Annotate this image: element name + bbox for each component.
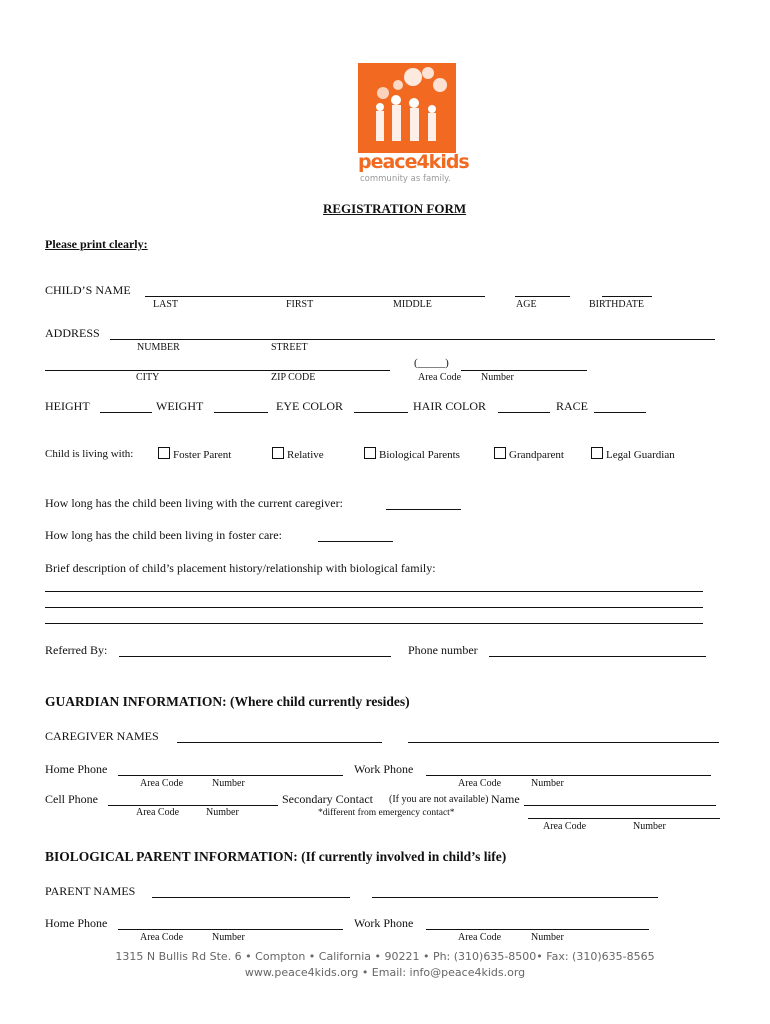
foster-duration-field[interactable] — [318, 541, 393, 542]
bio-home-phone-label: Home Phone — [45, 916, 108, 930]
sub-area-code: Area Code — [140, 778, 184, 789]
sub-area-code: Area Code — [543, 821, 587, 832]
checkbox[interactable] — [272, 447, 284, 459]
bio-home-phone-field[interactable] — [118, 929, 343, 930]
referred-by-field[interactable] — [119, 656, 391, 657]
city-zip-field[interactable] — [45, 370, 390, 371]
cell-phone-field[interactable] — [108, 805, 278, 806]
cell-phone-label: Cell Phone — [45, 792, 98, 806]
sub-area-code: Area Code — [136, 807, 180, 818]
referred-by-label: Referred By: — [45, 643, 108, 657]
race-field[interactable] — [594, 412, 646, 413]
footer-address: 1315 N Bullis Rd Ste. 6 • Compton • California • 90221 • Ph: (310)635-8500• Fax: (310)635-8565 — [115, 950, 655, 963]
option-grandparent[interactable]: Grandparent — [494, 447, 564, 461]
guardian-home-phone-label: Home Phone — [45, 762, 108, 776]
parent-names-label: PARENT NAMES — [45, 884, 136, 898]
guardian-heading: GUARDIAN INFORMATION: (Where child currently resides) — [45, 694, 410, 709]
birthdate-field[interactable] — [602, 296, 652, 297]
child-phone-field[interactable] — [461, 370, 587, 371]
sub-birthdate: BIRTHDATE — [589, 299, 644, 310]
referral-phone-field[interactable] — [489, 656, 706, 657]
weight-field[interactable] — [214, 412, 268, 413]
checkbox[interactable] — [494, 447, 506, 459]
sub-number: Number — [531, 932, 564, 943]
placement-history-line-1[interactable] — [45, 591, 703, 592]
sub-number: Number — [206, 807, 239, 818]
height-field[interactable] — [100, 412, 152, 413]
placement-history-line-3[interactable] — [45, 623, 703, 624]
option-legal-guardian[interactable]: Legal Guardian — [591, 447, 675, 461]
peace4kids-logo — [358, 63, 469, 186]
checkbox[interactable] — [364, 447, 376, 459]
sub-first: FIRST — [286, 299, 314, 310]
bio-parent-heading: BIOLOGICAL PARENT INFORMATION: (If currently involved in child’s life) — [45, 849, 507, 864]
sub-number: Number — [531, 778, 564, 789]
option-biological-parents[interactable]: Biological Parents — [364, 447, 460, 461]
option-foster-parent[interactable]: Foster Parent — [158, 447, 231, 461]
sub-last: LAST — [153, 299, 178, 310]
q-foster-duration: How long has the child been living in foster care: — [45, 528, 282, 542]
address-label: ADDRESS — [45, 326, 100, 340]
sub-street: STREET — [271, 342, 308, 353]
secondary-name-field[interactable] — [524, 805, 716, 806]
sub-area-code: Area Code — [458, 778, 502, 789]
sub-age: AGE — [516, 299, 537, 310]
footer-web: www.peace4kids.org • Email: info@peace4kids.org — [244, 966, 526, 979]
secondary-contact-label: Secondary Contact — [282, 792, 373, 806]
checkbox[interactable] — [591, 447, 603, 459]
guardian-work-phone-label: Work Phone — [354, 762, 414, 776]
weight-label: WEIGHT — [156, 399, 204, 413]
caregiver-names-label: CAREGIVER NAMES — [45, 729, 159, 743]
sub-zip: ZIP CODE — [271, 372, 316, 383]
address-field[interactable] — [110, 339, 715, 340]
sub-phone-number: Number — [481, 372, 514, 383]
sub-middle: MIDDLE — [393, 299, 432, 310]
parent-name-1-field[interactable] — [152, 897, 350, 898]
childs-name-label: CHILD’S NAME — [45, 283, 131, 297]
height-label: HEIGHT — [45, 399, 90, 413]
option-relative[interactable]: Relative — [272, 447, 324, 461]
sub-area-code: Area Code — [418, 372, 462, 383]
secondary-name-label: Name — [491, 792, 520, 806]
sub-area-code: Area Code — [458, 932, 502, 943]
sub-number: Number — [212, 932, 245, 943]
phone-area-paren: (_____) — [414, 357, 449, 369]
caregiver-name-1-field[interactable] — [177, 742, 382, 743]
parent-name-2-field[interactable] — [372, 897, 658, 898]
q-caregiver-duration: How long has the child been living with the current caregiver: — [45, 496, 343, 510]
sub-number: Number — [633, 821, 666, 832]
eye-color-field[interactable] — [354, 412, 408, 413]
if-not-available-note: (If you are not available) — [389, 794, 489, 805]
caregiver-duration-field[interactable] — [386, 509, 461, 510]
childs-name-field[interactable] — [145, 296, 485, 297]
sub-city: CITY — [136, 372, 160, 383]
living-with-label: Child is living with: — [45, 448, 134, 460]
logo-tagline: community as family. — [360, 174, 451, 184]
checkbox[interactable] — [158, 447, 170, 459]
instruction: Please print clearly: — [45, 237, 148, 251]
age-field[interactable] — [515, 296, 570, 297]
eye-color-label: EYE COLOR — [276, 399, 343, 413]
caregiver-name-2-field[interactable] — [408, 742, 719, 743]
hair-color-field[interactable] — [498, 412, 550, 413]
guardian-work-phone-field[interactable] — [426, 775, 711, 776]
q-placement-history: Brief description of child’s placement history/relationship with biological family: — [45, 561, 436, 575]
placement-history-line-2[interactable] — [45, 607, 703, 608]
bio-work-phone-field[interactable] — [426, 929, 649, 930]
bio-work-phone-label: Work Phone — [354, 916, 414, 930]
phone-number-label: Phone number — [408, 643, 478, 657]
hair-color-label: HAIR COLOR — [413, 399, 487, 413]
form-title: REGISTRATION FORM — [323, 201, 467, 216]
guardian-home-phone-field[interactable] — [118, 775, 343, 776]
logo-wordmark: peace4kids — [358, 151, 469, 173]
sub-number: Number — [212, 778, 245, 789]
race-label: RACE — [556, 399, 589, 413]
sub-number: NUMBER — [137, 342, 180, 353]
sub-area-code: Area Code — [140, 932, 184, 943]
different-contact-note: *different from emergency contact* — [318, 808, 455, 818]
secondary-phone-field[interactable] — [528, 818, 720, 819]
